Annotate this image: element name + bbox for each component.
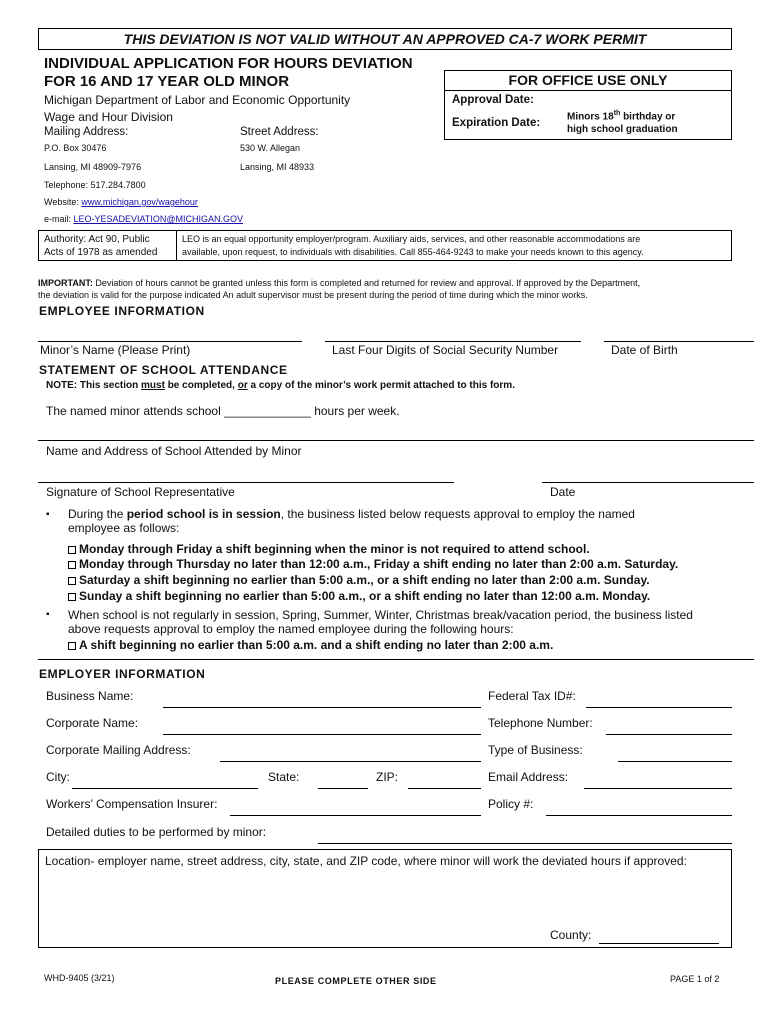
- website-link[interactable]: www.michigan.gov/wagehour: [81, 197, 198, 207]
- form-title-line1: INDIVIDUAL APPLICATION FOR HOURS DEVIATION: [44, 55, 413, 72]
- date-line[interactable]: [542, 482, 754, 483]
- option-weeknight[interactable]: [68, 557, 678, 571]
- email-address-field[interactable]: [584, 788, 732, 789]
- session-line1: [68, 507, 635, 521]
- page-number: PAGE 1 of 2: [670, 974, 720, 984]
- important-line2: the deviation is valid for the purpose indicated An adult supervisor must be present during the period of time during which the minor works.: [38, 290, 588, 300]
- email-link[interactable]: LEO-YESADEVIATION@MICHIGAN.GOV: [73, 214, 244, 224]
- zip-field[interactable]: [408, 788, 481, 789]
- corporate-name-label: Corporate Name:: [46, 716, 139, 730]
- attendance-note: [46, 380, 515, 391]
- email-address-label: Email Address:: [488, 770, 569, 784]
- bullet-2: ▪: [46, 609, 50, 620]
- dob-label: Date of Birth: [611, 343, 678, 357]
- ssn-label: Last Four Digits of Social Security Number: [332, 343, 559, 357]
- school-name-label: Name and Address of School Attended by Minor: [46, 444, 302, 458]
- corporate-mailing-field[interactable]: [220, 761, 481, 762]
- checkbox-1[interactable]: [68, 546, 76, 554]
- option-weekday-school[interactable]: [68, 542, 590, 556]
- form-number: WHD-9405 (3/21): [44, 973, 115, 983]
- authority-line1: Authority: Act 90, Public: [44, 234, 150, 245]
- validity-banner: THIS DEVIATION IS NOT VALID WITHOUT AN APPROVED CA-7 WORK PERMIT: [38, 28, 732, 50]
- note-or: or: [237, 380, 248, 391]
- note-part-b: be completed,: [164, 380, 238, 391]
- checkbox-5[interactable]: [68, 642, 76, 650]
- session-line2: employee as follows:: [68, 521, 180, 535]
- form-title-line2: FOR 16 AND 17 YEAR OLD MINOR: [44, 73, 290, 90]
- checkbox-4[interactable]: [68, 593, 76, 601]
- website-label: Website:: [44, 197, 82, 207]
- option-sunday[interactable]: [68, 589, 650, 603]
- business-name-label: Business Name:: [46, 689, 134, 703]
- workers-comp-label: Workers’ Compensation Insurer:: [46, 797, 218, 811]
- minors-note-sup: th: [613, 110, 621, 117]
- workers-comp-field[interactable]: [230, 815, 481, 816]
- not-session-line1: When school is not regularly in session, Spring, Summer, Winter, Christmas break/vacation period, the business listed: [68, 608, 693, 622]
- authority-box: [38, 230, 732, 261]
- city-field[interactable]: [72, 788, 258, 789]
- school-name-line[interactable]: [38, 440, 754, 441]
- street-address-line2: Lansing, MI 48933: [240, 162, 315, 172]
- county-field[interactable]: [599, 943, 719, 944]
- signature-line[interactable]: [38, 482, 454, 483]
- city-label: City:: [46, 770, 70, 784]
- dob-line[interactable]: [604, 341, 754, 342]
- telephone-number-label: Telephone Number:: [488, 716, 593, 730]
- email: [44, 214, 243, 224]
- date-label: Date: [550, 485, 576, 499]
- leo-notice-line1: LEO is an equal opportunity employer/program. Auxiliary aids, services, and other reasonable accommodations are: [182, 234, 641, 244]
- office-use-box: [444, 70, 732, 140]
- option-3-label: Saturday a shift beginning no earlier than 5:00 a.m., or a shift ending no later than 2:00 a.m. Sunday.: [79, 573, 650, 587]
- duties-label: Detailed duties to be performed by minor:: [46, 825, 267, 839]
- state-label: State:: [268, 770, 300, 784]
- website: [44, 197, 198, 207]
- federal-tax-field[interactable]: [586, 707, 732, 708]
- email-label: e-mail:: [44, 214, 74, 224]
- type-business-label: Type of Business:: [488, 743, 583, 757]
- session-a: During the: [68, 507, 127, 521]
- not-session-line2: above requests approval to employ the named employee during the following hours:: [68, 622, 514, 636]
- agency-name: Michigan Department of Labor and Economic Opportunity: [44, 93, 351, 107]
- ssn-line[interactable]: [325, 341, 581, 342]
- option-saturday[interactable]: [68, 573, 650, 587]
- employee-info-heading: EMPLOYEE INFORMATION: [39, 304, 205, 318]
- policy-field[interactable]: [546, 815, 732, 816]
- mailing-address-label: Mailing Address:: [44, 126, 129, 138]
- authority-line2: Acts of 1978 as amended: [44, 247, 158, 258]
- option-5-label: A shift beginning no earlier than 5:00 a.m. and a shift ending no later than 2:00 a.m.: [79, 638, 554, 652]
- checkbox-2[interactable]: [68, 561, 76, 569]
- business-name-field[interactable]: [163, 707, 481, 708]
- bullet-1: ▪: [46, 509, 50, 520]
- office-use-header: FOR OFFICE USE ONLY: [445, 71, 731, 91]
- important-text1: Deviation of hours cannot be granted unless this form is completed and returned for review and approval. If approved by the Department,: [92, 278, 641, 288]
- minors-note-a: Minors 18: [567, 111, 614, 123]
- option-4-label: Sunday a shift beginning no earlier than 5:00 a.m., or a shift ending no later than 12:00 a.m. Monday.: [79, 589, 651, 603]
- note-part-a: NOTE: This section: [46, 380, 142, 391]
- street-address-label: Street Address:: [240, 126, 319, 138]
- duties-field[interactable]: [318, 843, 732, 844]
- option-1-label: Monday through Friday a shift beginning when the minor is not required to attend school.: [79, 542, 590, 556]
- telephone: Telephone: 517.284.7800: [44, 180, 146, 190]
- note-part-c: a copy of the minor’s work permit attached to this form.: [247, 380, 515, 391]
- session-b: , the business listed below requests approval to employ the named: [280, 507, 635, 521]
- approval-date-label: Approval Date:: [452, 94, 534, 106]
- county-label: County:: [550, 928, 592, 942]
- important-line1: [38, 278, 640, 288]
- corporate-mailing-label: Corporate Mailing Address:: [46, 743, 191, 757]
- minors-note-line1: [567, 110, 675, 122]
- employer-divider: [38, 659, 754, 660]
- minors-note-line2: high school graduation: [567, 124, 678, 135]
- mailing-address-line1: P.O. Box 30476: [44, 143, 107, 153]
- note-must: must: [141, 380, 165, 391]
- location-label: Location- employer name, street address, city, state, and ZIP code, where minor will work the deviated hours if approved:: [45, 854, 687, 868]
- checkbox-3[interactable]: [68, 577, 76, 585]
- location-box[interactable]: [38, 849, 732, 948]
- type-business-field[interactable]: [618, 761, 732, 762]
- federal-tax-label: Federal Tax ID#:: [488, 689, 576, 703]
- zip-label: ZIP:: [376, 770, 399, 784]
- policy-label: Policy #:: [488, 797, 534, 811]
- session-bold: period school is in session: [126, 507, 281, 521]
- employer-info-heading: EMPLOYER INFORMATION: [39, 667, 206, 681]
- attends-hours-statement: The named minor attends school _____________ hours per week.: [46, 404, 400, 418]
- corporate-name-field[interactable]: [163, 734, 481, 735]
- expiration-date-label: Expiration Date:: [452, 117, 541, 129]
- mailing-address-line2: Lansing, MI 48909-7976: [44, 162, 142, 172]
- minor-name-label: Minor’s Name (Please Print): [40, 343, 191, 357]
- division-name: Wage and Hour Division: [44, 110, 173, 124]
- authority-divider: [176, 231, 177, 260]
- important-label: IMPORTANT:: [38, 278, 93, 288]
- minors-note-b: birthday or: [620, 111, 676, 123]
- option-2-label: Monday through Thursday no later than 12:00 a.m., Friday a shift ending no later than 2:00 a.m. Saturday.: [79, 557, 679, 571]
- minor-name-line[interactable]: [38, 341, 302, 342]
- signature-label: Signature of School Representative: [46, 485, 235, 499]
- option-break-hours[interactable]: [68, 638, 553, 652]
- leo-notice-line2: available, upon request, to individuals with disabilities. Call 855-464-9243 to make your needs known to this agency.: [182, 247, 644, 257]
- complete-other-side: PLEASE COMPLETE OTHER SIDE: [275, 976, 437, 986]
- street-address-line1: 530 W. Allegan: [240, 143, 301, 153]
- state-field[interactable]: [318, 788, 368, 789]
- telephone-number-field[interactable]: [606, 734, 732, 735]
- attendance-heading: STATEMENT OF SCHOOL ATTENDANCE: [39, 363, 288, 377]
